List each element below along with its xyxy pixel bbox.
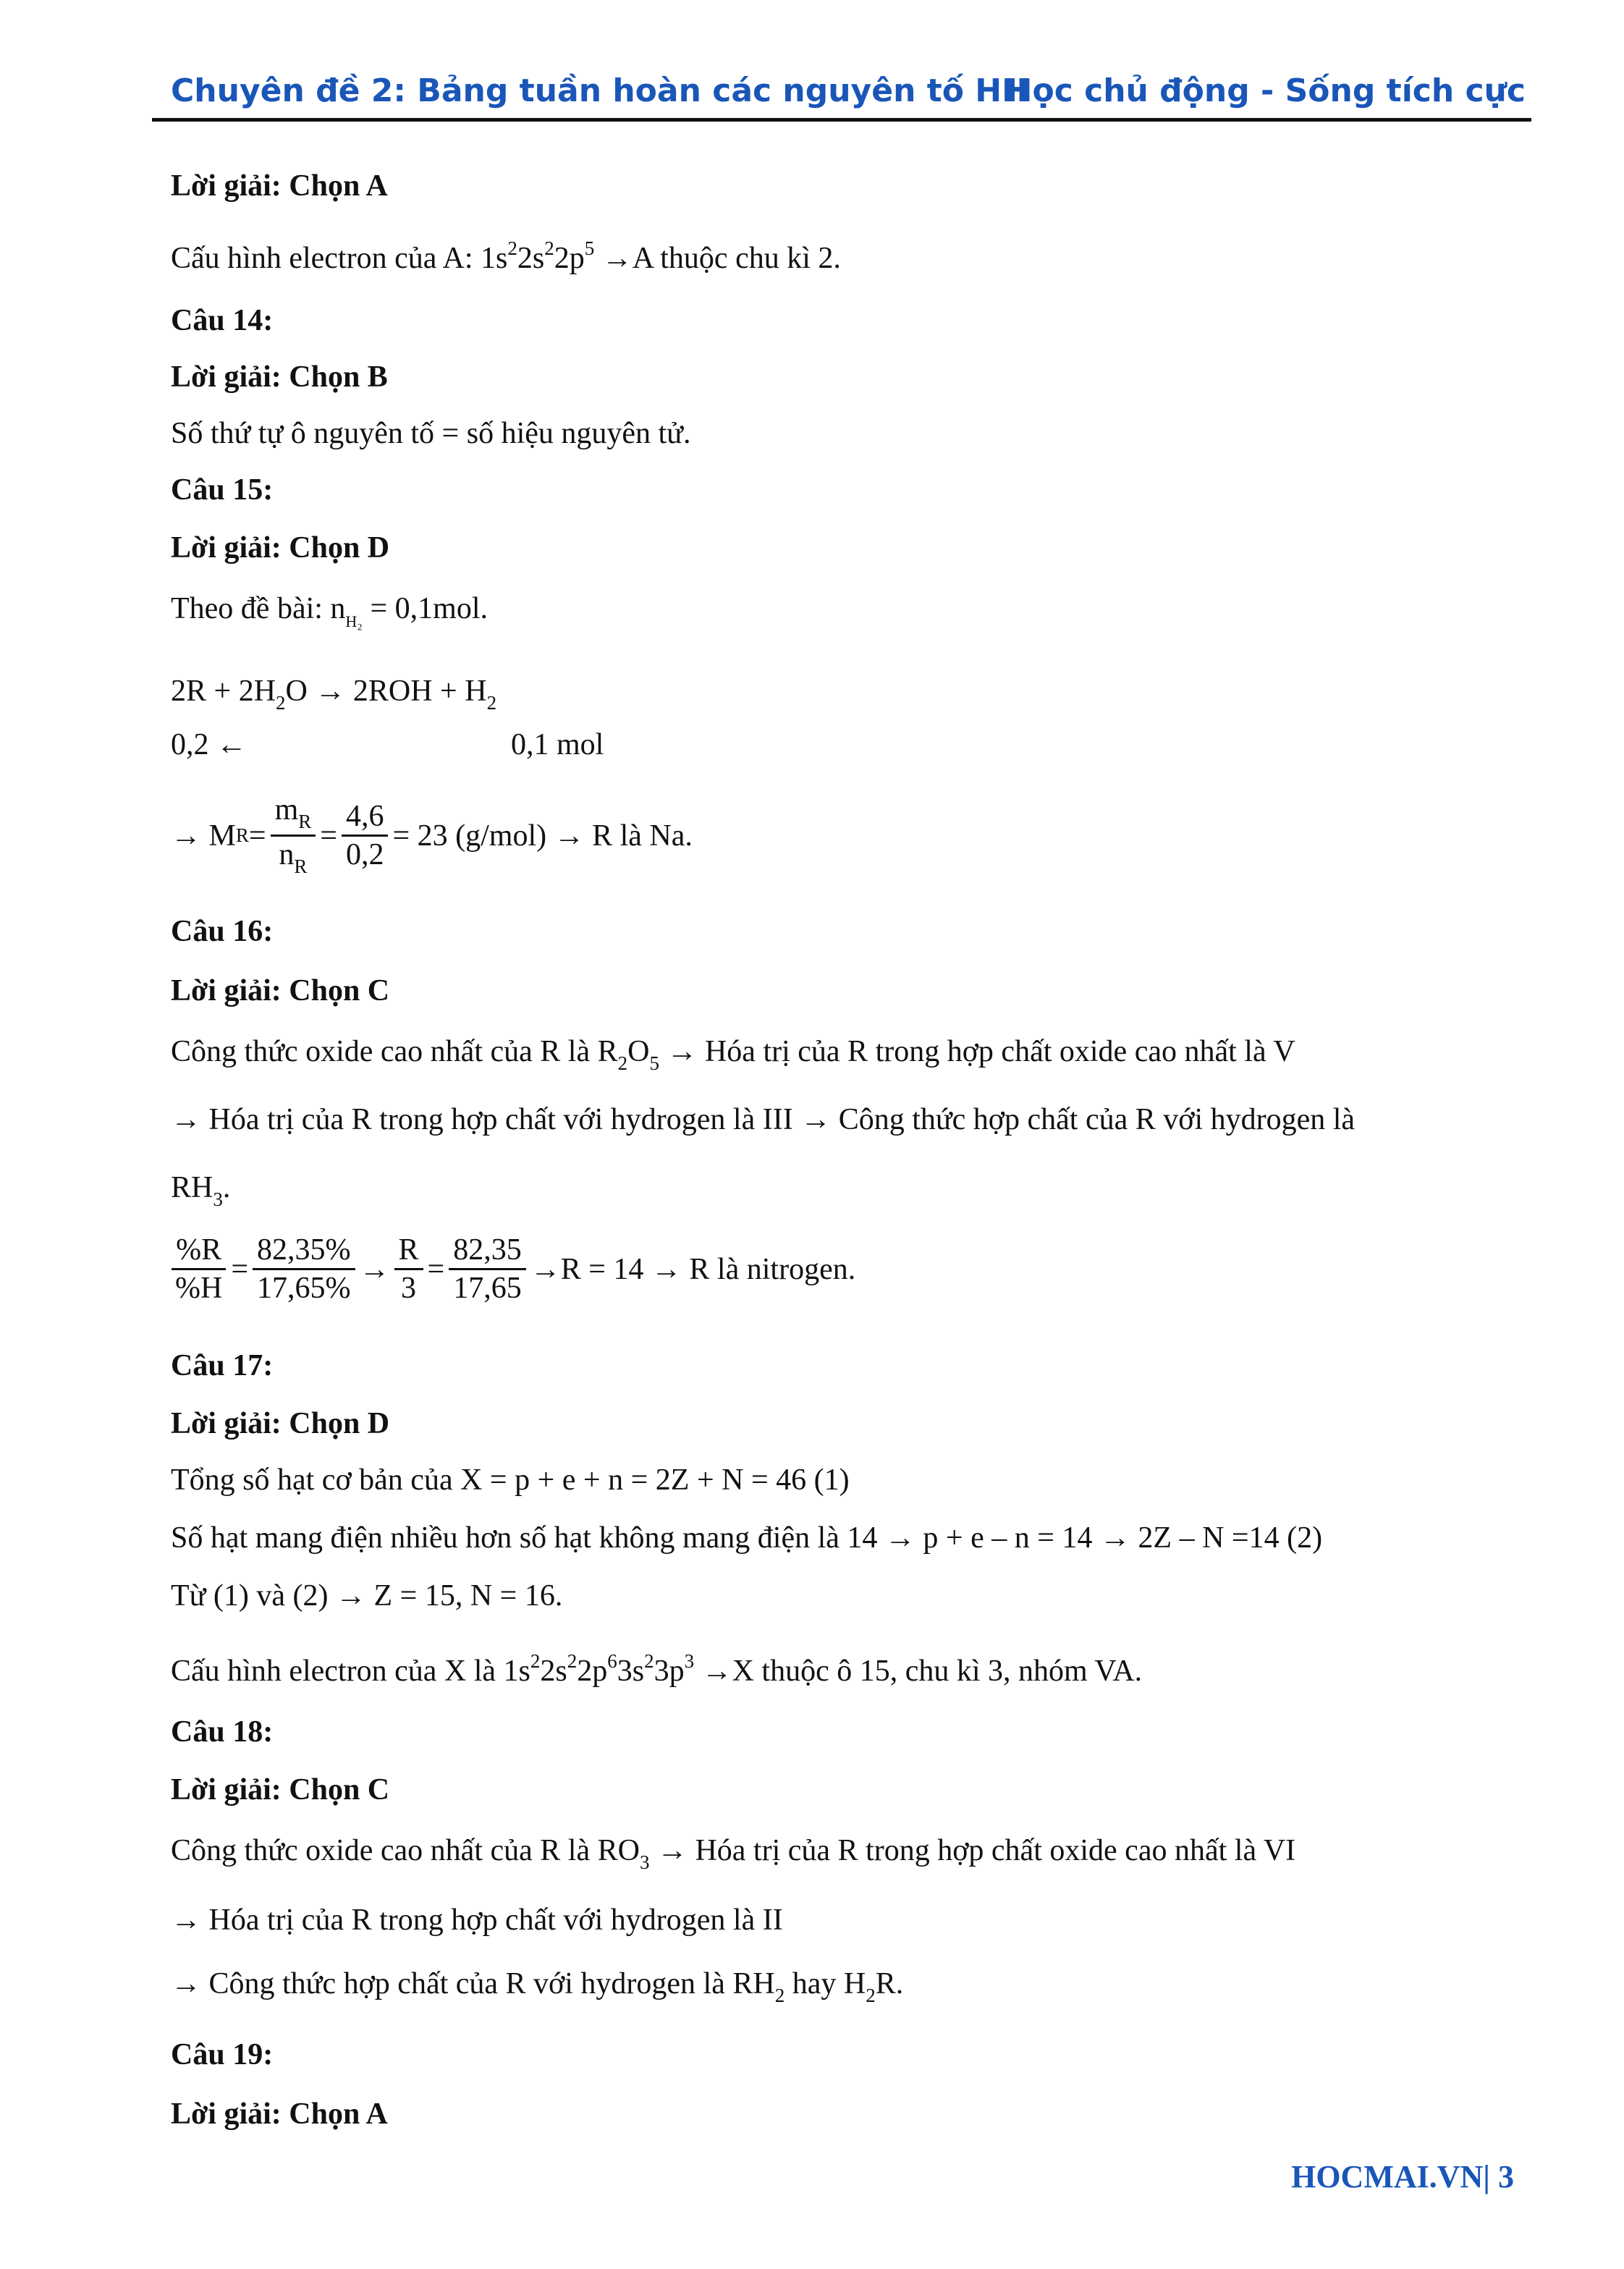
text-16c: $RH_3$.: [171, 1171, 231, 1210]
header-rule: [152, 118, 1531, 122]
equation-15: $2R + 2H_2O \to 2ROH + H_2$: [171, 675, 497, 714]
question-19: Câu 19:: [171, 2038, 274, 2071]
question-18: Câu 18:: [171, 1715, 274, 1749]
header-slogan: Học chủ động - Sống tích cực: [1005, 72, 1526, 109]
answer-17: Lời giải: Chọn D: [171, 1407, 390, 1440]
page-footer: HOCMAI.VN| 3: [1291, 2159, 1514, 2194]
answer-14: Lời giải: Chọn B: [171, 360, 388, 394]
config-X: Cấu hình electron của X là $1s^22s^22p^63s^23p^3 \to X$ thuộc ô 15, chu kì 3, nhóm VA.: [171, 1650, 1143, 1688]
question-16: Câu 16:: [171, 915, 274, 948]
text-17b: Số hạt mang điện nhiều hơn số hạt không mang điện là 14 → p + e – n = 14 → 2Z – N =14 (2): [171, 1521, 1323, 1555]
molar-mass-formula: → M R = $\frac{m_R}{n_R}$ = $\frac{4,6}{0,2}$ = 23 (g/mol) → R là Na.: [171, 793, 693, 877]
fraction-m-over-n: $\frac{m_R}{n_R}$: [271, 795, 316, 876]
header-topic: Chuyên đề 2: Bảng tuần hoàn các nguyên tố HH: [171, 72, 1028, 109]
text-18a: Công thức oxide cao nhất của R là $RO_3$ → Hóa trị của R trong hợp chất oxide cao nhất là VI: [171, 1834, 1296, 1873]
answer-13: Lời giải: Chọn A: [171, 169, 388, 203]
text-16b: → Hóa trị của R trong hợp chất với hydrogen là III → Công thức hợp chất của R với hydrogen là: [171, 1103, 1356, 1136]
text-14: Số thứ tự ô nguyên tố = số hiệu nguyên tử.: [171, 417, 691, 450]
page-number: 3: [1498, 2159, 1514, 2194]
footer-site: HOCMAI.VN: [1291, 2159, 1484, 2194]
question-14: Câu 14:: [171, 304, 274, 337]
mol-left: 0,2 ←: [171, 728, 247, 761]
answer-18: Lời giải: Chọn C: [171, 1773, 390, 1807]
answer-15: Lời giải: Chọn D: [171, 531, 390, 565]
ratio-formula-16: $\frac{\%R}{\%H}$ = $\frac{82,35\%}{17,65\%}$ → $\frac{R}{3}$ = $\frac{82,35}{17,65}$ →R = 14 → R là nitrogen.: [171, 1235, 855, 1303]
fraction-values: $\frac{4,6}{0,2}$: [342, 801, 389, 870]
answer-19: Lời giải: Chọn A: [171, 2097, 388, 2131]
config-A: Cấu hình electron của A: $1s^22s^22p^5 \to A$ thuộc chu kì 2.: [171, 237, 841, 275]
text-18c: → Công thức hợp chất của R với hydrogen là $RH_2$ hay $H_2R$.: [171, 1967, 904, 2006]
answer-16: Lời giải: Chọn C: [171, 974, 390, 1007]
text-15: Theo đề bài: $n_{H_2} = 0,1mol$.: [171, 592, 489, 630]
text-16a: Công thức oxide cao nhất của R là $R_2O_5$ → Hóa trị của R trong hợp chất oxide cao nhất là V: [171, 1035, 1295, 1074]
question-15: Câu 15:: [171, 473, 274, 507]
text-17c: Từ (1) và (2) → Z = 15, N = 16.: [171, 1579, 563, 1613]
mol-right: 0,1 mol: [511, 728, 604, 761]
text-18b: → Hóa trị của R trong hợp chất với hydrogen là II: [171, 1903, 783, 1937]
text-17a: Tổng số hạt cơ bản của X = p + e + n = 2Z + N = 46 (1): [171, 1463, 850, 1497]
question-17: Câu 17:: [171, 1349, 274, 1382]
